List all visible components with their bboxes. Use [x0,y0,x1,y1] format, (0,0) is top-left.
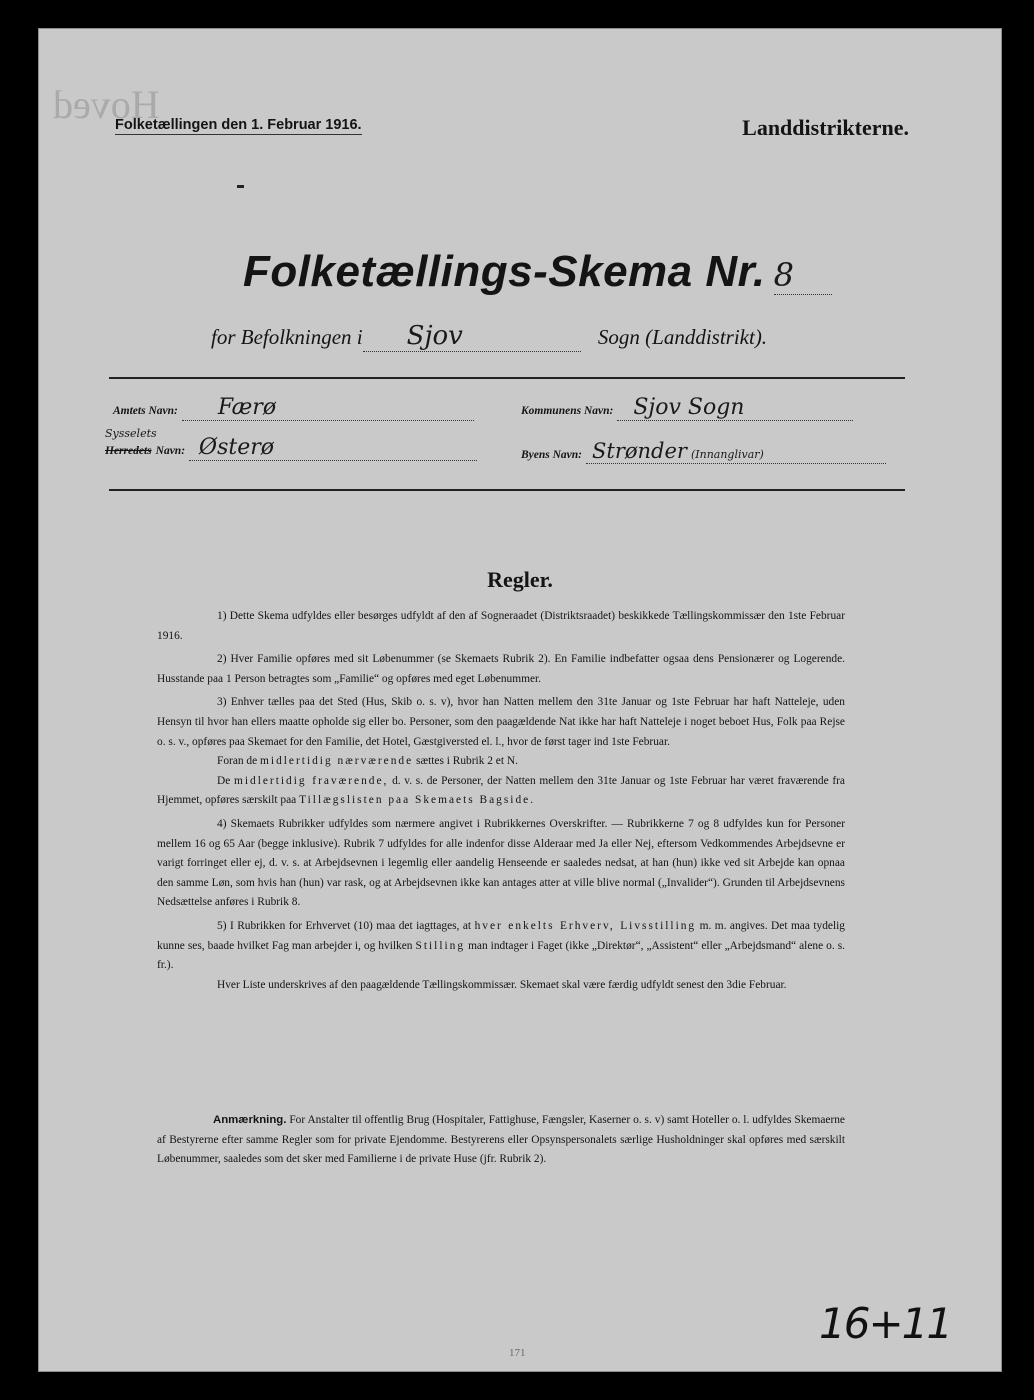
rule-3-present: Foran de midlertidig nærværende sættes i Rubrik 2 et N. [217,755,518,768]
subtitle-suffix: Sogn (Landdistrikt). [597,325,768,349]
district-label-correction: Sysselets [105,427,157,440]
note-label: Anmærkning. [213,1114,287,1126]
county-field [113,395,474,421]
form-title-text: Folketællings-Skema Nr. [243,247,766,296]
district-label-suffix: Navn: [155,445,186,457]
census-form-page [38,28,1002,1372]
ink-mark [237,185,244,188]
rules-text [157,607,845,999]
town-value-line [586,439,886,464]
page-number: 171 [509,1347,526,1359]
subtitle-prefix: for Befolkningen i [211,325,363,349]
form-number: 8 [774,256,832,295]
town-field [521,439,886,464]
census-date-header: Folketællingen den 1. Februar 1916. [115,117,362,133]
rule-5: 5) I Rubrikken for Erhvervet (10) maa det iagttages, at hver enkelts Erhverv, Livsstilling m. m. angives. Det maa tydelig kunne ses, baade hvilket Fag man arbejder i, og hvilken Stilling man indtager i Faget (ikke „Direktør“, „Assistent“ eller „Arbejdsmand“ alene o. s. fr.). [157,919,846,972]
parish-name: Sjov [363,321,581,352]
rule-3: 3) Enhver tælles paa det Sted (Hus, Skib o. s. v), hvor han Natten mellem den 31te Januar og 1ste Februar har haft Natteleje, uden Hensyn til hvor han ellers maatte opholde sig eller bo. Personer, som den paagældende Nat ikke har haft Natteleje i noget beboet Hus, Folk paa Rejse o. s. v., opføres paa Skemaet for den Familie, det Hotel, Gæstgiversted el. l., hvor de først tager ind 1ste Februar. [157,696,845,748]
annotation-note [157,1111,845,1170]
town-value-extra: (Innanglivar) [690,448,764,461]
note-text: For Anstalter til offentlig Brug (Hospitaler, Fattighuse, Fængsler, Kaserner o. s. v) samt Hoteller o. l. udfyldes Skemaerne af Bestyrerne efter samme Regler som for private Ejendomme. Bestyrerens eller Opsynspersonalets særlige Husholdninger skal opføres med særskilt Løbenummer, saaledes som det sker med Familierne i de private Huse (jfr. Rubrik 2). [157,1114,845,1166]
municipality-label: Kommunens Navn: [521,405,614,417]
municipality-field [521,395,853,421]
district-label-struck: Herredets [105,445,152,457]
district-field [105,427,477,461]
rule-2: 2) Hver Familie opføres med sit Løbenummer (se Skemaets Rubrik 2). En Familie indbefatter ogsaa dens Pensionærer og Logerende. Husstande paa 1 Person betragtes som „Familie“ og opføres med eget Løbenummer. [157,653,845,685]
town-value: Strønder [592,439,687,463]
municipality-value: Sjov Sogn [617,395,853,421]
bleed-through-text: Hoved [53,82,160,127]
district-type-header: Landdistrikterne. [742,115,909,140]
rule-3-absent: De midlertidig fraværende, d. v. s. de Personer, der Natten mellem den 31te Januar og 1ste Februar har været fraværende fra Hjemmet, opføres særskilt paa Tillægslisten paa Skemaets Bagside. [157,774,845,807]
county-label: Amtets Navn: [113,405,178,417]
town-label: Byens Navn: [521,449,583,461]
rule-4: 4) Skemaets Rubrikker udfyldes som nærmere angivet i Rubrikkernes Overskrifter. — Rubrikkerne 7 og 8 udfyldes kun for Personer mellem 16 og 65 Aar (begge inklusive). Rubrik 7 udfyldes for alle indenfor disse Alderaar med Ja eller Nej, eftersom Vedkommendes Arbejdsevne er varigt forringet eller ej, d. v. s. at Arbejdsevnen i legemlig eller aandelig Henseende er saaledes nedsat, at han (hun) ikke ved sit Arbejde kan opnaa den samme Løn, som hvis han (hun) var rask, og at Arbejdsevnen ikke kan antages atter at ville blive normal („Invalider“). Grunden til Arbejdsevnens Nedsættelse anføres i Rubrik 8. [157,817,845,909]
district-value: Østerø [189,435,477,461]
form-subtitle [211,321,767,352]
rule-6: Hver Liste underskrives af den paagældende Tællingskommissær. Skemaet skal være færdig udfyldt senest den 3die Februar. [217,978,787,991]
rule-1: 1) Dette Skema udfyldes eller besørges udfyldt af den af Sogneraadet (Distriktsraadet) beskikkede Tællingskommissær den 1ste Februar 1916. [157,610,845,642]
divider-bottom [109,489,905,491]
form-title [243,247,832,297]
rules-heading: Regler. [487,567,553,592]
county-value: Færø [182,395,474,421]
archive-number: 16+11 [819,1299,952,1348]
divider-top [109,377,905,379]
